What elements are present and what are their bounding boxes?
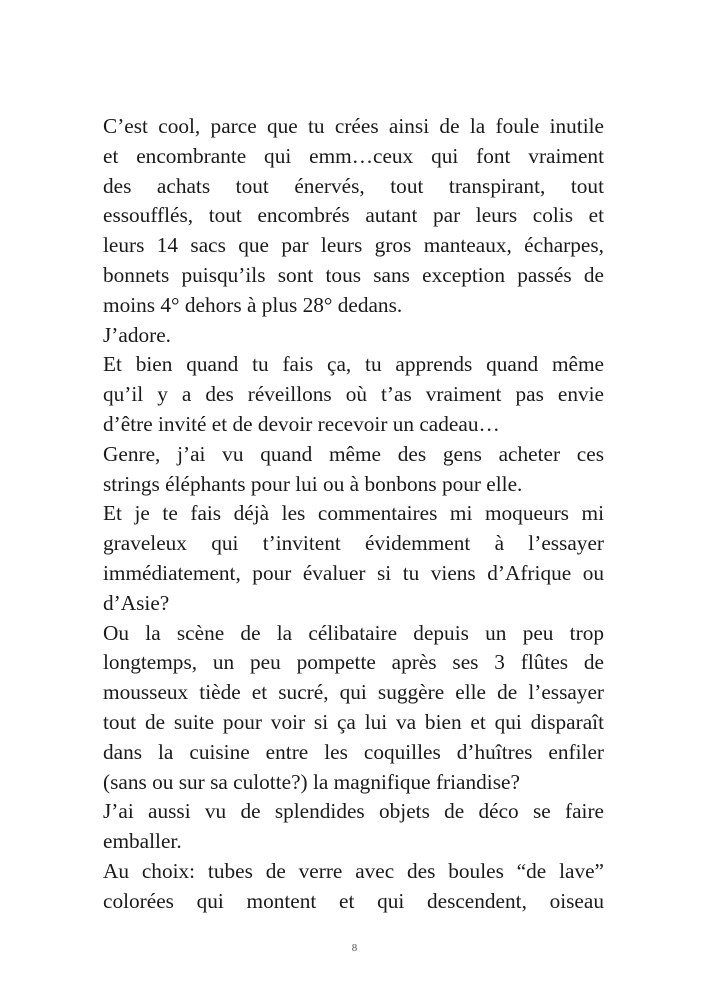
text-line: Et je te fais déjà les commentaires mi moqueurs mi	[103, 501, 604, 526]
text-line: d’Asie?	[103, 590, 170, 615]
text-line: d’être invité et de devoir recevoir un cadeau…	[103, 411, 500, 436]
text-line: emballer.	[103, 829, 182, 854]
text-line: Et bien quand tu fais ça, tu apprends quand même	[103, 352, 604, 377]
paragraph	[103, 350, 604, 439]
body-text	[103, 112, 604, 917]
text-line: J’adore.	[103, 322, 171, 347]
paragraph	[103, 321, 604, 351]
text-line: longtemps, un peu pompette après ses 3 flûtes de	[103, 650, 604, 675]
text-line: strings éléphants pour lui ou à bonbons pour elle.	[103, 471, 523, 496]
text-line: et encombrante qui emm…ceux qui font vraiment	[103, 143, 604, 168]
page-number: 8	[351, 942, 358, 954]
text-line: Genre, j’ai vu quand même des gens acheter ces	[103, 441, 604, 466]
text-line: leurs 14 sacs que par leurs gros manteaux, écharpes,	[103, 233, 604, 258]
text-line: immédiatement, pour évaluer si tu viens d’Afrique ou	[103, 560, 604, 585]
paragraph	[103, 857, 604, 917]
paragraph	[103, 440, 604, 500]
paragraph	[103, 619, 604, 798]
text-line: moins 4° dehors à plus 28° dedans.	[103, 292, 403, 317]
text-line: tout de suite pour voir si ça lui va bien et qui disparaît	[103, 709, 604, 734]
text-line: C’est cool, parce que tu crées ainsi de la foule inutile	[103, 114, 604, 138]
text-line: qu’il y a des réveillons où t’as vraiment pas envie	[103, 382, 604, 407]
paragraph	[103, 499, 604, 618]
text-line: colorées qui montent et qui descendent, oiseau	[103, 888, 604, 913]
paragraph	[103, 797, 604, 857]
text-line: (sans ou sur sa culotte?) la magnifique friandise?	[103, 769, 520, 794]
text-line: mousseux tiède et sucré, qui suggère elle de l’essayer	[103, 680, 604, 705]
text-line: J’ai aussi vu de splendides objets de déco se faire	[103, 799, 604, 824]
text-line: essoufflés, tout encombrés autant par leurs colis et	[103, 203, 604, 228]
text-line: bonnets puisqu’ils sont tous sans exception passés de	[103, 262, 604, 287]
text-line: des achats tout énervés, tout transpirant, tout	[103, 173, 604, 198]
text-line: graveleux qui t’invitent évidemment à l’essayer	[103, 531, 604, 556]
paragraph	[103, 112, 604, 321]
text-line: Ou la scène de la célibataire depuis un peu trop	[103, 620, 604, 645]
text-line: dans la cuisine entre les coquilles d’huîtres enfiler	[103, 739, 604, 764]
text-line: Au choix: tubes de verre avec des boules “de lave”	[103, 858, 604, 883]
